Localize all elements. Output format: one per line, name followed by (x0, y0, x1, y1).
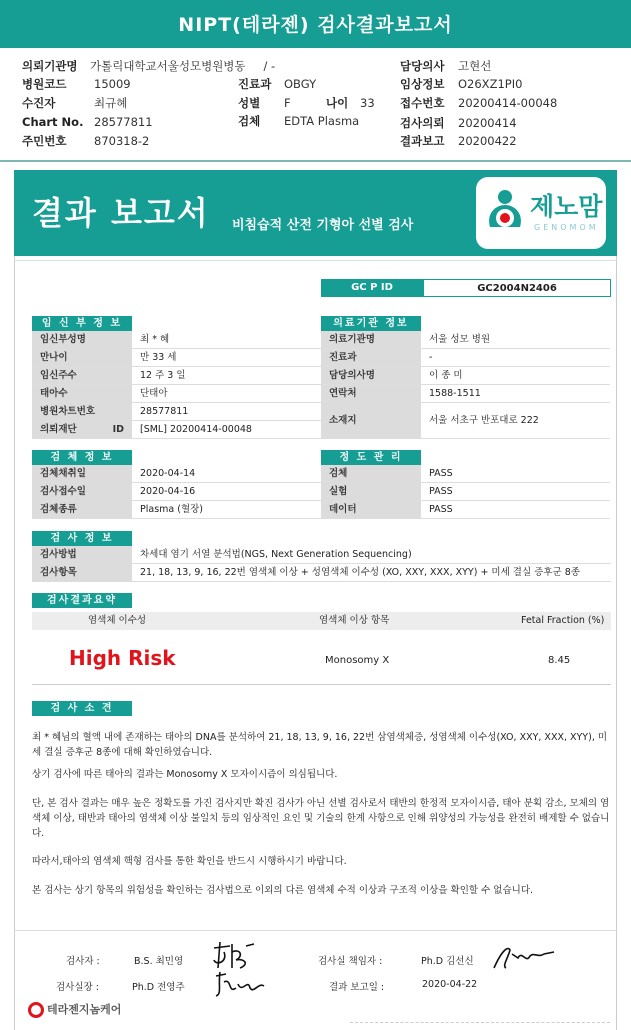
opinion-paragraph-1: 최 * 혜님의 혈액 내에 존재하는 태아의 DNA를 분석하여 21, 18, 13, 9, 16, 22번 삼염색체증, 성염색체 이수성(XO, XXY, XXX, XYY), 미세 결실 증후군 8종에 대해 확인하였습니다. (32, 732, 608, 758)
fetal-fraction-value: 8.45 (548, 655, 571, 666)
info-row-value: 만 33 세 (140, 352, 177, 363)
risk-value: High Risk (69, 646, 176, 670)
info-row-value: 28577811 (140, 406, 189, 417)
banner-underline (14, 260, 617, 261)
header-divider (0, 160, 631, 162)
info-row-label: 의료기관명 (321, 331, 421, 348)
info-row (321, 385, 610, 403)
clinical-value: O26XZ1PI0 (458, 77, 523, 91)
signature-divider (14, 930, 617, 931)
info-row (32, 367, 321, 385)
report-date-label: 결과보고 (400, 134, 445, 148)
hosp-code-label: 병원코드 (22, 77, 67, 91)
info-row (321, 331, 610, 349)
info-row-value: [SML] 20200414-00048 (140, 424, 252, 435)
info-row (321, 403, 610, 439)
info-row-label: 검사방법 (32, 546, 132, 563)
req-inst-value: 가톨릭대학교서울성모병원병동 (90, 59, 246, 73)
abnormal-item-value: Monosomy X (325, 655, 390, 666)
summary-header (32, 612, 611, 630)
summary-col-aneuploidy: 염색체 이수성 (88, 615, 147, 626)
info-row (32, 403, 321, 421)
report-title: NIPT(테라젠) 검사결과보고서 (0, 0, 631, 48)
opinion-paragraph-4: 따라서,태아의 염색체 핵형 검사를 통한 확인을 반드시 시행하시기 바랍니다. (32, 856, 347, 867)
info-row-value: 차세대 염기 서열 분석법(NGS, Next Generation Sequencing) (140, 549, 412, 560)
tester-signature (210, 938, 258, 972)
info-row-label: 실험 (321, 483, 421, 500)
info-row-value: 서울 성모 병원 (429, 334, 491, 345)
footer-dash (350, 1022, 610, 1023)
info-row (32, 421, 321, 439)
patient-label: 수진자 (22, 96, 56, 110)
info-row-label: 검체종류 (32, 501, 132, 518)
ssn-label: 주민번호 (22, 134, 67, 148)
chart-no-value: 28577811 (94, 115, 153, 129)
info-row-label: 데이터 (321, 501, 421, 518)
recv-no-label: 접수번호 (400, 96, 445, 110)
doctor-value: 고현선 (458, 59, 492, 73)
tester-value: B.S. 최민영 (134, 956, 184, 967)
info-row (32, 465, 321, 483)
info-row-value: PASS (429, 468, 453, 479)
req-inst-extra: / - (263, 59, 276, 73)
info-row-label: 의뢰재단 ID (32, 421, 132, 438)
info-row-label: 검사접수일 (32, 483, 132, 500)
info-row-label: 담당의사명 (321, 367, 421, 384)
info-row (321, 483, 610, 501)
info-row (321, 465, 610, 483)
lab-resp-value: Ph.D 김선신 (421, 956, 474, 967)
req-inst-label: 의뢰기관명 (22, 59, 78, 73)
opinion-paragraph-5: 본 검사는 상기 항목의 위험성을 확인하는 검사법으로 이외의 다른 염색체 수적 이상과 구조적 이상을 확인할 수 없습니다. (32, 885, 534, 896)
info-row (32, 501, 321, 519)
lab-resp-signature (488, 940, 558, 974)
banner-title: 결과 보고서 (32, 194, 210, 232)
qc-title: 정 도 관 리 (321, 450, 421, 465)
info-row (321, 349, 610, 367)
info-row-value: 21, 18, 13, 9, 16, 22번 염색체 이상 + 성염색체 이수성 (XO, XXY, XXX, XYY) + 미세 결실 증후군 8종 (140, 567, 580, 578)
gcp-id-label: GC P ID (321, 279, 423, 297)
req-date-value: 20200414 (458, 116, 517, 130)
summary-col-item: 염색체 이상 항목 (319, 615, 390, 626)
banner-subtitle: 비침습적 산전 기형아 선별 검사 (232, 218, 414, 233)
info-row (321, 367, 610, 385)
hosp-code-value: 15009 (94, 77, 131, 91)
specimen-value: EDTA Plasma (284, 114, 360, 128)
logo-text: 제노맘 (530, 192, 603, 221)
sex-label: 성별 (238, 96, 261, 110)
info-row-label: 진료과 (321, 349, 421, 366)
lab-head-value: Ph.D 전영주 (132, 982, 185, 993)
test-info-title: 검 사 정 보 (32, 531, 132, 546)
age-value: 33 (360, 96, 375, 110)
age-label: 나이 (326, 96, 349, 110)
tester-label: 검사자 : (66, 956, 100, 967)
summary-col-ff: Fetal Fraction (%) (521, 615, 605, 626)
dept-label: 진료과 (238, 77, 272, 91)
lab-head-label: 검사실장 : (56, 982, 99, 993)
info-row (32, 564, 611, 582)
info-row-value: - (429, 352, 433, 363)
opinion-paragraph-3: 단, 본 검사 결과는 매우 높은 정확도를 가진 검사지만 확진 검사가 아닌 선별 검사로서 태반의 한정적 모자이시즘, 태아 분획 감소, 모체의 염색체 이상, 태반과 태아의 염색체 이상 불일치 등의 임상적인 요인 및 기술의 한계 사항으로 인해 위양성의 가능성을 완전히 배제할 수 없습니다. (32, 798, 610, 839)
info-row (32, 483, 321, 501)
info-row-value: 서울 서초구 반포대로 222 (429, 415, 539, 426)
recv-no-value: 20200414-00048 (458, 96, 558, 110)
info-row (321, 501, 610, 519)
info-row (32, 349, 321, 367)
lab-resp-label: 검사실 책임자 : (318, 956, 383, 967)
info-row-value: 2020-04-14 (140, 468, 196, 479)
institution-info-title: 의료기관 정보 (321, 316, 421, 331)
info-row-label: 검체채취일 (32, 465, 132, 482)
opinion-title: 검 사 소 견 (32, 701, 132, 716)
info-row-value: 12 주 3 일 (140, 370, 186, 381)
info-row (32, 546, 611, 564)
specimen-info-title: 검 체 정 보 (32, 450, 132, 465)
req-date-label: 검사의뢰 (400, 116, 445, 130)
clinical-label: 임상정보 (400, 77, 445, 91)
info-row-label: 임신주수 (32, 367, 132, 384)
info-row-value: Plasma (혈장) (140, 504, 204, 515)
doctor-label: 담당의사 (400, 59, 445, 73)
company-logo (28, 1001, 121, 1018)
gcp-id-value: GC2004N2406 (423, 279, 611, 297)
genomom-logo-icon (484, 187, 526, 237)
chart-no-label: Chart No. (22, 115, 84, 129)
dept-value: OBGY (284, 77, 317, 91)
company-logo-icon (28, 1002, 44, 1018)
info-row-value: 1588-1511 (429, 388, 481, 399)
ssn-value: 870318-2 (94, 134, 150, 148)
info-row-label: 검사항목 (32, 564, 132, 581)
info-row-value: 최 * 혜 (140, 334, 170, 345)
info-row-value: PASS (429, 486, 453, 497)
result-banner (14, 170, 617, 256)
info-row (32, 331, 321, 349)
info-row-label: 소재지 (321, 403, 421, 438)
info-row (32, 385, 321, 403)
report-date-sig-value: 2020-04-22 (422, 979, 478, 990)
info-row-label: 연락처 (321, 385, 421, 402)
info-row-label: 임신부성명 (32, 331, 132, 348)
info-row-value: 2020-04-16 (140, 486, 196, 497)
report-date-value: 20200422 (458, 134, 517, 148)
lab-head-signature (210, 968, 268, 1000)
opinion-paragraph-2: 상기 검사에 따른 태아의 결과는 Monosomy X 모자이시즘이 의심됩니다. (32, 769, 338, 780)
sex-value: F (284, 96, 291, 110)
patient-value: 최규혜 (94, 96, 128, 110)
info-row-value: 단태아 (140, 388, 168, 399)
info-row-value: 이 종 미 (429, 370, 463, 381)
info-row-label: 검체 (321, 465, 421, 482)
header-info (0, 52, 631, 160)
info-row-value: PASS (429, 504, 453, 515)
summary-divider (32, 684, 611, 685)
company-name: 테라젠지놈케어 (47, 1003, 122, 1016)
pregnant-info-title: 임 신 부 정 보 (32, 316, 132, 331)
specimen-label: 검체 (238, 114, 261, 128)
genomom-logo (476, 177, 606, 249)
report-date-sig-label: 결과 보고일 : (329, 982, 385, 993)
logo-subtext: GENOMOM (534, 223, 599, 232)
info-row-label: 태아수 (32, 385, 132, 402)
summary-title: 검사결과요약 (32, 593, 132, 608)
info-row-label: 만나이 (32, 349, 132, 366)
info-row-label: 병원차트번호 (32, 403, 132, 420)
